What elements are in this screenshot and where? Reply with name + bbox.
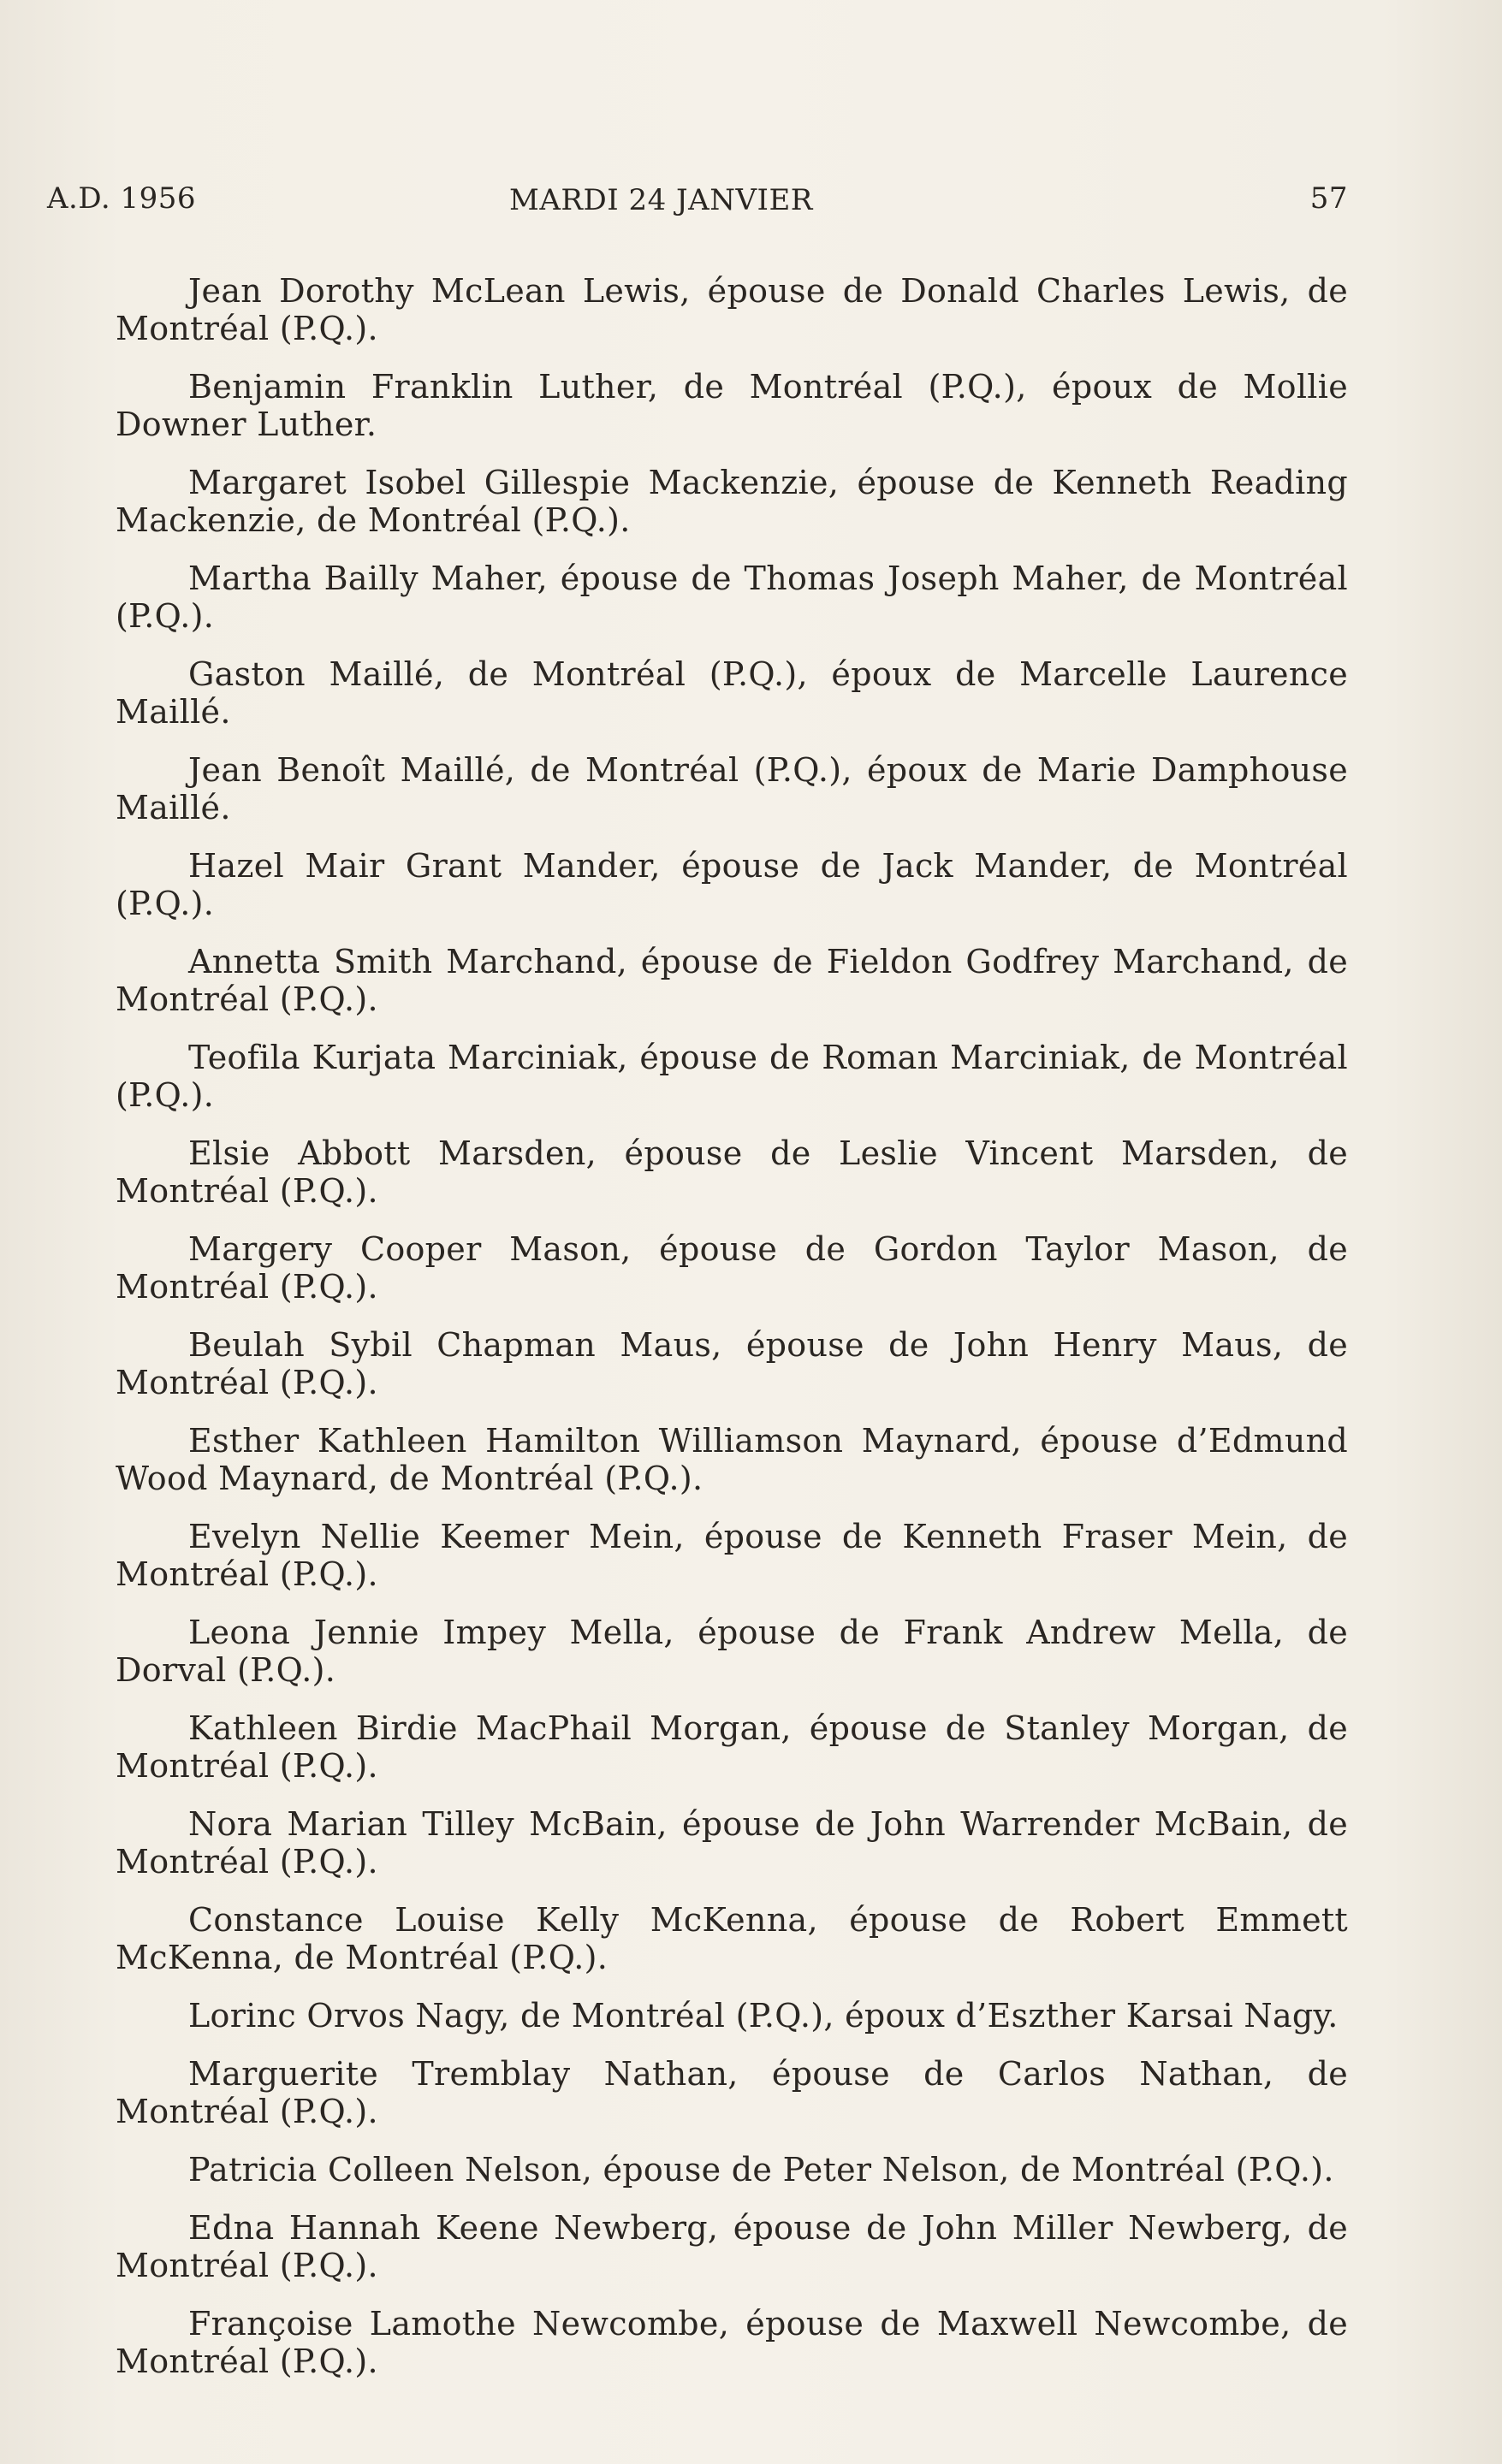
entry: Kathleen Birdie MacPhail Morgan, épouse de Stanley Morgan, de Montréal (P.Q.). (116, 1709, 1348, 1785)
page-header (47, 181, 1348, 224)
entry: Esther Kathleen Hamilton Williamson Maynard, épouse d’Edmund Wood Maynard, de Montréal (P.Q.). (116, 1422, 1348, 1497)
entry: Lorinc Orvos Nagy, de Montréal (P.Q.), époux d’Eszther Karsai Nagy. (188, 1997, 1339, 2035)
entry: Constance Louise Kelly McKenna, épouse de Robert Emmett McKenna, de Montréal (P.Q.). (116, 1901, 1348, 1976)
entry: Margaret Isobel Gillespie Mackenzie, épouse de Kenneth Reading Mackenzie, de Montréal (P.Q.). (116, 464, 1348, 539)
entry: Edna Hannah Keene Newberg, épouse de John Miller Newberg, de Montréal (P.Q.). (116, 2209, 1348, 2284)
entries-list (116, 272, 1348, 2401)
entry: Elsie Abbott Marsden, épouse de Leslie Vincent Marsden, de Montréal (P.Q.). (116, 1134, 1348, 1210)
entry: Marguerite Tremblay Nathan, épouse de Carlos Nathan, de Montréal (P.Q.). (116, 2055, 1348, 2130)
entry: Margery Cooper Mason, épouse de Gordon Taylor Mason, de Montréal (P.Q.). (116, 1230, 1348, 1306)
header-date: MARDI 24 JANVIER (509, 183, 813, 217)
entry: Patricia Colleen Nelson, épouse de Peter Nelson, de Montréal (P.Q.). (188, 2151, 1334, 2189)
entry: Gaston Maillé, de Montréal (P.Q.), époux de Marcelle Laurence Maillé. (116, 655, 1348, 731)
entry: Benjamin Franklin Luther, de Montréal (P.Q.), époux de Mollie Downer Luther. (116, 368, 1348, 443)
entry: Nora Marian Tilley McBain, épouse de John Warrender McBain, de Montréal (P.Q.). (116, 1805, 1348, 1881)
entry: Leona Jennie Impey Mella, épouse de Frank Andrew Mella, de Dorval (P.Q.). (116, 1614, 1348, 1689)
entry: Evelyn Nellie Keemer Mein, épouse de Kenneth Fraser Mein, de Montréal (P.Q.). (116, 1518, 1348, 1593)
entry: Hazel Mair Grant Mander, épouse de Jack Mander, de Montréal (P.Q.). (116, 847, 1348, 922)
entry: Beulah Sybil Chapman Maus, épouse de John Henry Maus, de Montréal (P.Q.). (116, 1326, 1348, 1401)
entry: Jean Benoît Maillé, de Montréal (P.Q.), époux de Marie Damphouse Maillé. (116, 751, 1348, 826)
header-year: A.D. 1956 (47, 181, 197, 216)
entry: Annetta Smith Marchand, épouse de Fieldon Godfrey Marchand, de Montréal (P.Q.). (116, 943, 1348, 1018)
page-number: 57 (1309, 181, 1348, 216)
entry: Jean Dorothy McLean Lewis, épouse de Donald Charles Lewis, de Montréal (P.Q.). (116, 272, 1348, 347)
entry: Teofila Kurjata Marciniak, épouse de Roman Marciniak, de Montréal (P.Q.). (116, 1039, 1348, 1114)
entry: Françoise Lamothe Newcombe, épouse de Maxwell Newcombe, de Montréal (P.Q.). (116, 2305, 1348, 2380)
entry: Martha Bailly Maher, épouse de Thomas Joseph Maher, de Montréal (P.Q.). (116, 560, 1348, 635)
